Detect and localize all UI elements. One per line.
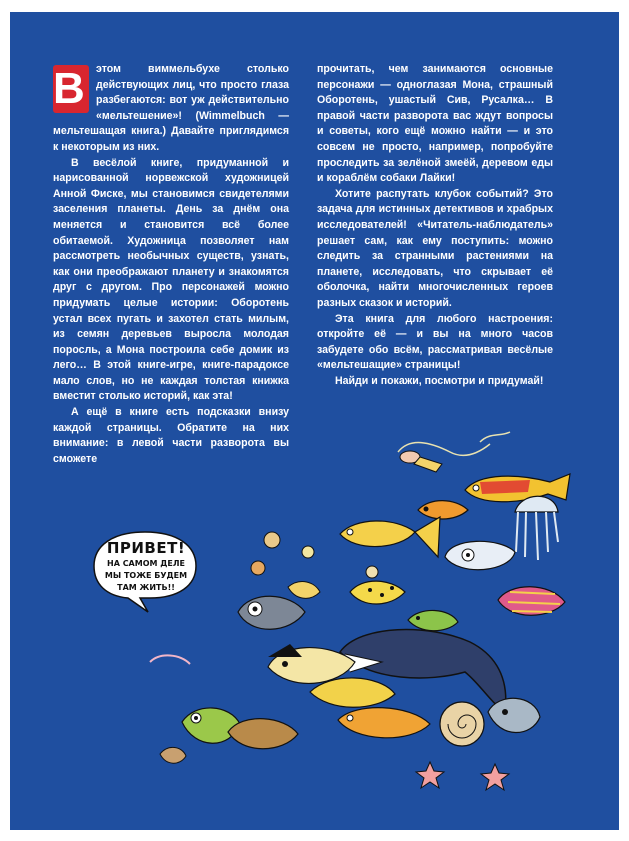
red-yellow-fish [465,474,570,502]
striped-fish [498,587,565,616]
intro-paragraph-2: В весёлой книге, придуманной и нарисованной норвежской художницей Анной Фиске, мы становимся свидетелями заселения планеты. День за днём она меняется и становится всё более обитаемой. Художница позволяет нам рассмотреть необычных существ, узнать, как они преображают планету и знакомятся друг с другом. Про персонажей можно придумать целые истории: Оборотень устал всех пугать и захотел стать милым, из семян деревьев выросла молодая поросль, а Мона построила себе домик из лего… В этой книге-игре, книге-парадоксе мало слов, но не каждая толстая книжка вместит столько историй, как эта! [53,156,289,403]
green-fish [408,610,458,630]
drop-cap-letter: В [53,65,89,113]
yellow-fish [340,517,440,557]
diver-illustration [400,451,442,472]
bubble-line-2: МЫ ТОЖЕ БУДЕМ [104,571,188,580]
right-paragraph-2: Хотите распутать клубок событий? Это задача для истинных детективов и храбрых исследователей! «Читатель-наблюдатель» решает сам, как ему поступить: можно следить за странными растениями на планете, исследовать, что скрывает её оболочка, найти многочисленных героев разных сказок и историй. [317,187,553,309]
tiny-fish [160,747,186,763]
right-paragraph-4: Найди и покажи, посмотри и придумай! [335,374,544,387]
grey-fish [238,596,305,629]
bubble-line-3: ТАМ ЖИТЬ!! [117,583,175,592]
right-paragraph-3: Эта книга для любого настроения: откройте её — и вы на много часов забудете обо всём, рассматривая весёлые «мельтешащие» страницы! [317,312,553,372]
white-fish [445,541,515,569]
shrimp-illustration [150,655,190,664]
sea-creatures-illustration [10,12,619,830]
green-creature [182,708,240,743]
right-paragraph-1: прочитать, чем занимаются основные персонажи — одноглазая Мона, страшный Оборотень, ушастый Сив, Русалка… В правой части разворота вас ждут вопросы и советы, кого ещё можно найти — и это совсем не просто, например, попробуйте проследить за зелёной змеёй, деревом еды и кораблём собаки Лайки! [317,63,553,185]
intro-paragraph-1-text: этом виммельбухе столько действующих лиц, что просто глаза разбегаются: вот уж действительно «мельтешение»! (Wimmelbuch — мельтешащая книга.) Давайте приглядимся к некоторым из них. [53,63,289,153]
snail-illustration [440,702,484,746]
intro-paragraph-3: А ещё в книге есть подсказки внизу каждой страницы. Обратите на них внимание: в левой части разворота вы сможете [53,406,289,465]
orange-big-fish [338,708,430,738]
orange-fish [418,501,468,519]
starfish-illustration [416,762,509,790]
bubble-line-1: НА САМОМ ДЕЛЕ [107,559,185,568]
speech-bubble [90,528,200,610]
spotted-fish [350,581,405,604]
speech-bubble-text [98,540,194,593]
book-page [10,12,619,830]
octopus-creature [488,698,540,732]
brown-fish [228,719,298,749]
jellyfish-illustration [515,496,558,560]
bubble-title: ПРИВЕТ! [106,539,186,557]
